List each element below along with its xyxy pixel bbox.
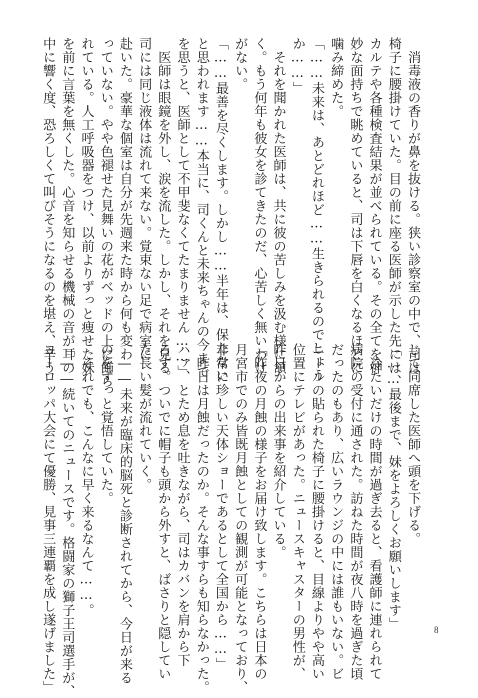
top_block-line: を思うと、医師として不甲斐なくてたまりません……」 [174, 37, 190, 379]
top_block-line: 医師は眼鏡を外し、涙を流した。しかし、それを見る [155, 37, 171, 375]
bottom_block-line: 「――続いてのニュースです。格闘家の獅子王司選手が、 [59, 343, 75, 698]
top_block-line: 「……未来は、あとどれほど……生きられるのでしょう [308, 37, 324, 383]
top_block-line: 椅子に腰掛けていた。目の前に座る医師が示した先には、 [385, 37, 401, 388]
bottom_block-line: のをずっと覚悟していた。 [97, 343, 113, 505]
bottom_block-line: 病院の受付に通された。訪ねた時間が夜八時を過ぎた頃 [347, 343, 363, 681]
bottom_block-line: ろす。ついでに帽子も頭から外すと、ばさりと隠してい [155, 343, 171, 681]
bottom_block-line: た長い髪が流れていく。 [136, 343, 152, 492]
bottom_block-line: ヨーロッパ大会にて優勝、見事三連覇を成し遂げました」 [40, 343, 56, 694]
top_block-line: 「……最善を尽くします。しかし……半年は、保たない [212, 37, 228, 383]
top_block-line: 妙な面持ちで眺めていると、司は下唇を白くなるほどに [347, 37, 363, 375]
bottom_block-line: だったのもあり、広いラウンジの中には誰もいない。ビ [328, 343, 344, 681]
top_block-line: れている。人工呼吸器をつけ、以前よりずっと痩せた妹 [78, 37, 94, 375]
top_block-line: 消毒液の香りが鼻を抜ける。狭い診察室の中で、司は [405, 37, 420, 375]
top_block-line: を前に言葉を無くした。心音を知らせる機械の音が耳の [59, 37, 75, 375]
top_block-line: と思われます……本当に、司くんと未来ちゃんの今まで [193, 37, 209, 379]
bottom_block-line: 「……最後まで、妹をよろしくお願いします」 [385, 343, 401, 631]
bottom_block-line: 月宮市でのみ皆既月蝕としての観測が可能となっており、 [232, 343, 248, 694]
bottom_block-line: 昨日からの出来事を紹介している。 [270, 343, 286, 559]
bottom_block-line: それでも、こんなに早く来るなんて……。 [78, 343, 94, 617]
page-number: 8 [434, 625, 439, 635]
text-block-bottom [40, 343, 422, 698]
top_block-line: それを聞かれた医師は、共に彼の苦しみを汲む様に頷 [270, 37, 286, 375]
bottom_block-line: 昨日は月蝕だったのか。そんな事すらも知らなかった。 [193, 343, 209, 694]
top_block-line: か……」 [289, 37, 305, 95]
bottom_block-line: ハァ、とため息を吐きながら、司はカバンを肩から下 [174, 343, 190, 667]
top_block-line: がない。 [232, 37, 248, 91]
top_block-line: 中に響く度、恐ろしくて叫びそうになるのを堪え、辛う [40, 37, 56, 375]
bottom_block-line: ニールの貼られた椅子に腰掛けると、目線よりやや高い [308, 343, 324, 681]
top_block-line: カルテや各種検査結果が並べられている。その全てを神 [366, 37, 382, 375]
top_block-line: 司には同じ液体は流れて来ない。覚束ない足で病室に [136, 37, 152, 361]
bottom_block-line: ――未来が臨床的脳死と診断されてから、今日が来る [116, 343, 132, 685]
top_block-line: 赴いた。豪華な個室は自分が先週来た時から何も変わ [116, 37, 132, 361]
bottom_block-line: 位置にテレビがあった。ニュースキャスターの男性が、 [289, 343, 305, 681]
bottom_block-line: じて同席した医師へ頭を下げる。 [405, 343, 420, 546]
top_block-line: く。もう何年も彼女を診てきたのだ、心苦しく無いわけ [251, 37, 267, 375]
bottom_block-line: 「昨夜の月蝕の様子をお届け致します。こちらは日本の [251, 343, 267, 681]
bottom_block-line: 非常に珍しい天体ショーであるとして全国から……」 [212, 343, 228, 671]
top_block-line: 噛み締めた。 [328, 37, 344, 118]
top_block-line: っていない。やや色褪せた見舞いの花がベッドの上に飾ら [97, 37, 113, 388]
text-block-top [40, 37, 422, 388]
bottom_block-line: 冷たいだけの時間が過ぎ去ると、看護師に連れられて [366, 343, 382, 681]
